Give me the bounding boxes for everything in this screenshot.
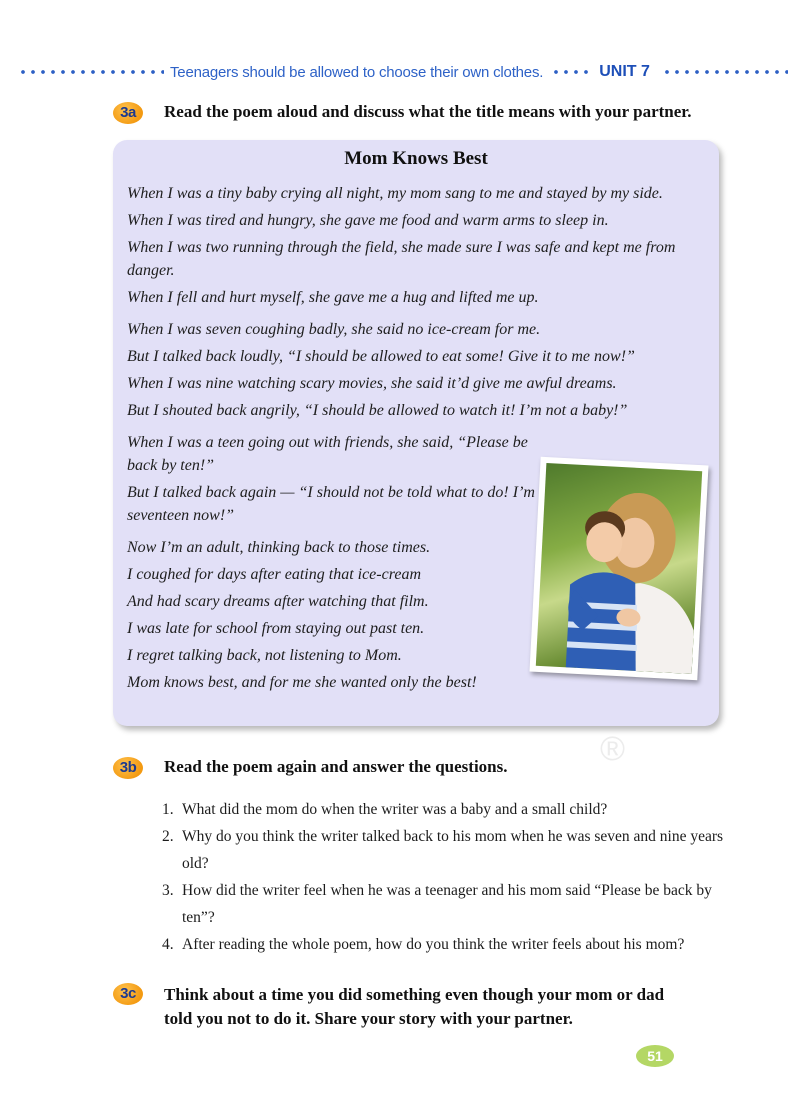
question-number: 1. [162, 801, 174, 818]
page-number: 51 [636, 1045, 674, 1067]
dotted-rule-middle [551, 69, 591, 75]
question-text: Why do you think the writer talked back to his mom when he was seven and nine years old? [182, 828, 724, 872]
poem-line: Now I’m an adult, thinking back to those times. [127, 539, 431, 556]
poem-line: I coughed for days after eating that ice-cream [127, 566, 421, 583]
question-text: What did the mom do when the writer was a baby and a small child? [182, 801, 608, 818]
photo-image [536, 463, 702, 674]
section-badge-3b: 3b [113, 757, 143, 779]
question-text: How did the writer feel when he was a teenager and his mom said “Please be back by ten”? [182, 882, 712, 926]
poem-line: But I talked back again — “I should not be told what to do! I’m seventeen now!” [127, 484, 535, 524]
poem-line: But I talked back loudly, “I should be allowed to eat some! Give it to me now!” [127, 348, 635, 365]
poem-line: When I was two running through the field, she made sure I was safe and kept me from danger. [127, 239, 676, 279]
poem-stanza-1 [127, 182, 707, 309]
question-number: 2. [162, 828, 174, 845]
poem-line: When I was seven coughing badly, she said no ice-cream for me. [127, 321, 541, 338]
poem-line: When I was a tiny baby crying all night, my mom sang to me and stayed by my side. [127, 185, 663, 202]
running-title: Teenagers should be allowed to choose their own clothes. [170, 63, 544, 81]
poem-line: When I was nine watching scary movies, she said it’d give me awful dreams. [127, 375, 617, 392]
instruction-3c-line-1: Think about a time you did something even though your mom or dad [164, 985, 665, 1004]
poem-line: I was late for school from staying out past ten. [127, 620, 425, 637]
instruction-3a: Read the poem aloud and discuss what the title means with your partner. [164, 102, 692, 121]
question-item [162, 823, 732, 877]
question-item [162, 931, 732, 958]
section-badge-3c: 3c [113, 983, 143, 1005]
question-number: 4. [162, 936, 174, 953]
page-header [18, 60, 788, 84]
instruction-3b: Read the poem again and answer the questions. [164, 757, 508, 776]
dotted-rule-right [662, 69, 788, 75]
poem-line: But I shouted back angrily, “I should be allowed to watch it! I’m not a baby!” [127, 402, 628, 419]
poem-line: When I fell and hurt myself, she gave me a hug and lifted me up. [127, 289, 539, 306]
poem-line: When I was a teen going out with friends, she said, “Please be back by ten!” [127, 434, 528, 474]
poem-line: When I was tired and hungry, she gave me food and warm arms to sleep in. [127, 212, 609, 229]
instruction-3c [164, 983, 664, 1031]
mother-son-photo [529, 457, 708, 680]
question-number: 3. [162, 882, 174, 899]
instruction-3c-line-2: told you not to do it. Share your story with your partner. [164, 1009, 573, 1028]
poem-title: Mom Knows Best [344, 148, 488, 169]
poem-line: Mom knows best, and for me she wanted only the best! [127, 674, 477, 691]
section-badge-3a: 3a [113, 102, 143, 124]
unit-label: UNIT 7 [599, 63, 650, 80]
poem-line: And had scary dreams after watching that film. [127, 593, 429, 610]
dotted-rule-left [18, 69, 164, 75]
mother-hugging-son-illustration [536, 463, 702, 674]
poem-stanza-2 [127, 318, 707, 422]
watermark-registered-mark: ® [600, 730, 626, 768]
question-text: After reading the whole poem, how do you think the writer feels about his mom? [182, 936, 685, 953]
question-list [162, 796, 732, 958]
question-item [162, 796, 732, 823]
poem-line: I regret talking back, not listening to Mom. [127, 647, 402, 664]
question-item [162, 877, 732, 931]
poem-stanza-3 [127, 431, 547, 527]
